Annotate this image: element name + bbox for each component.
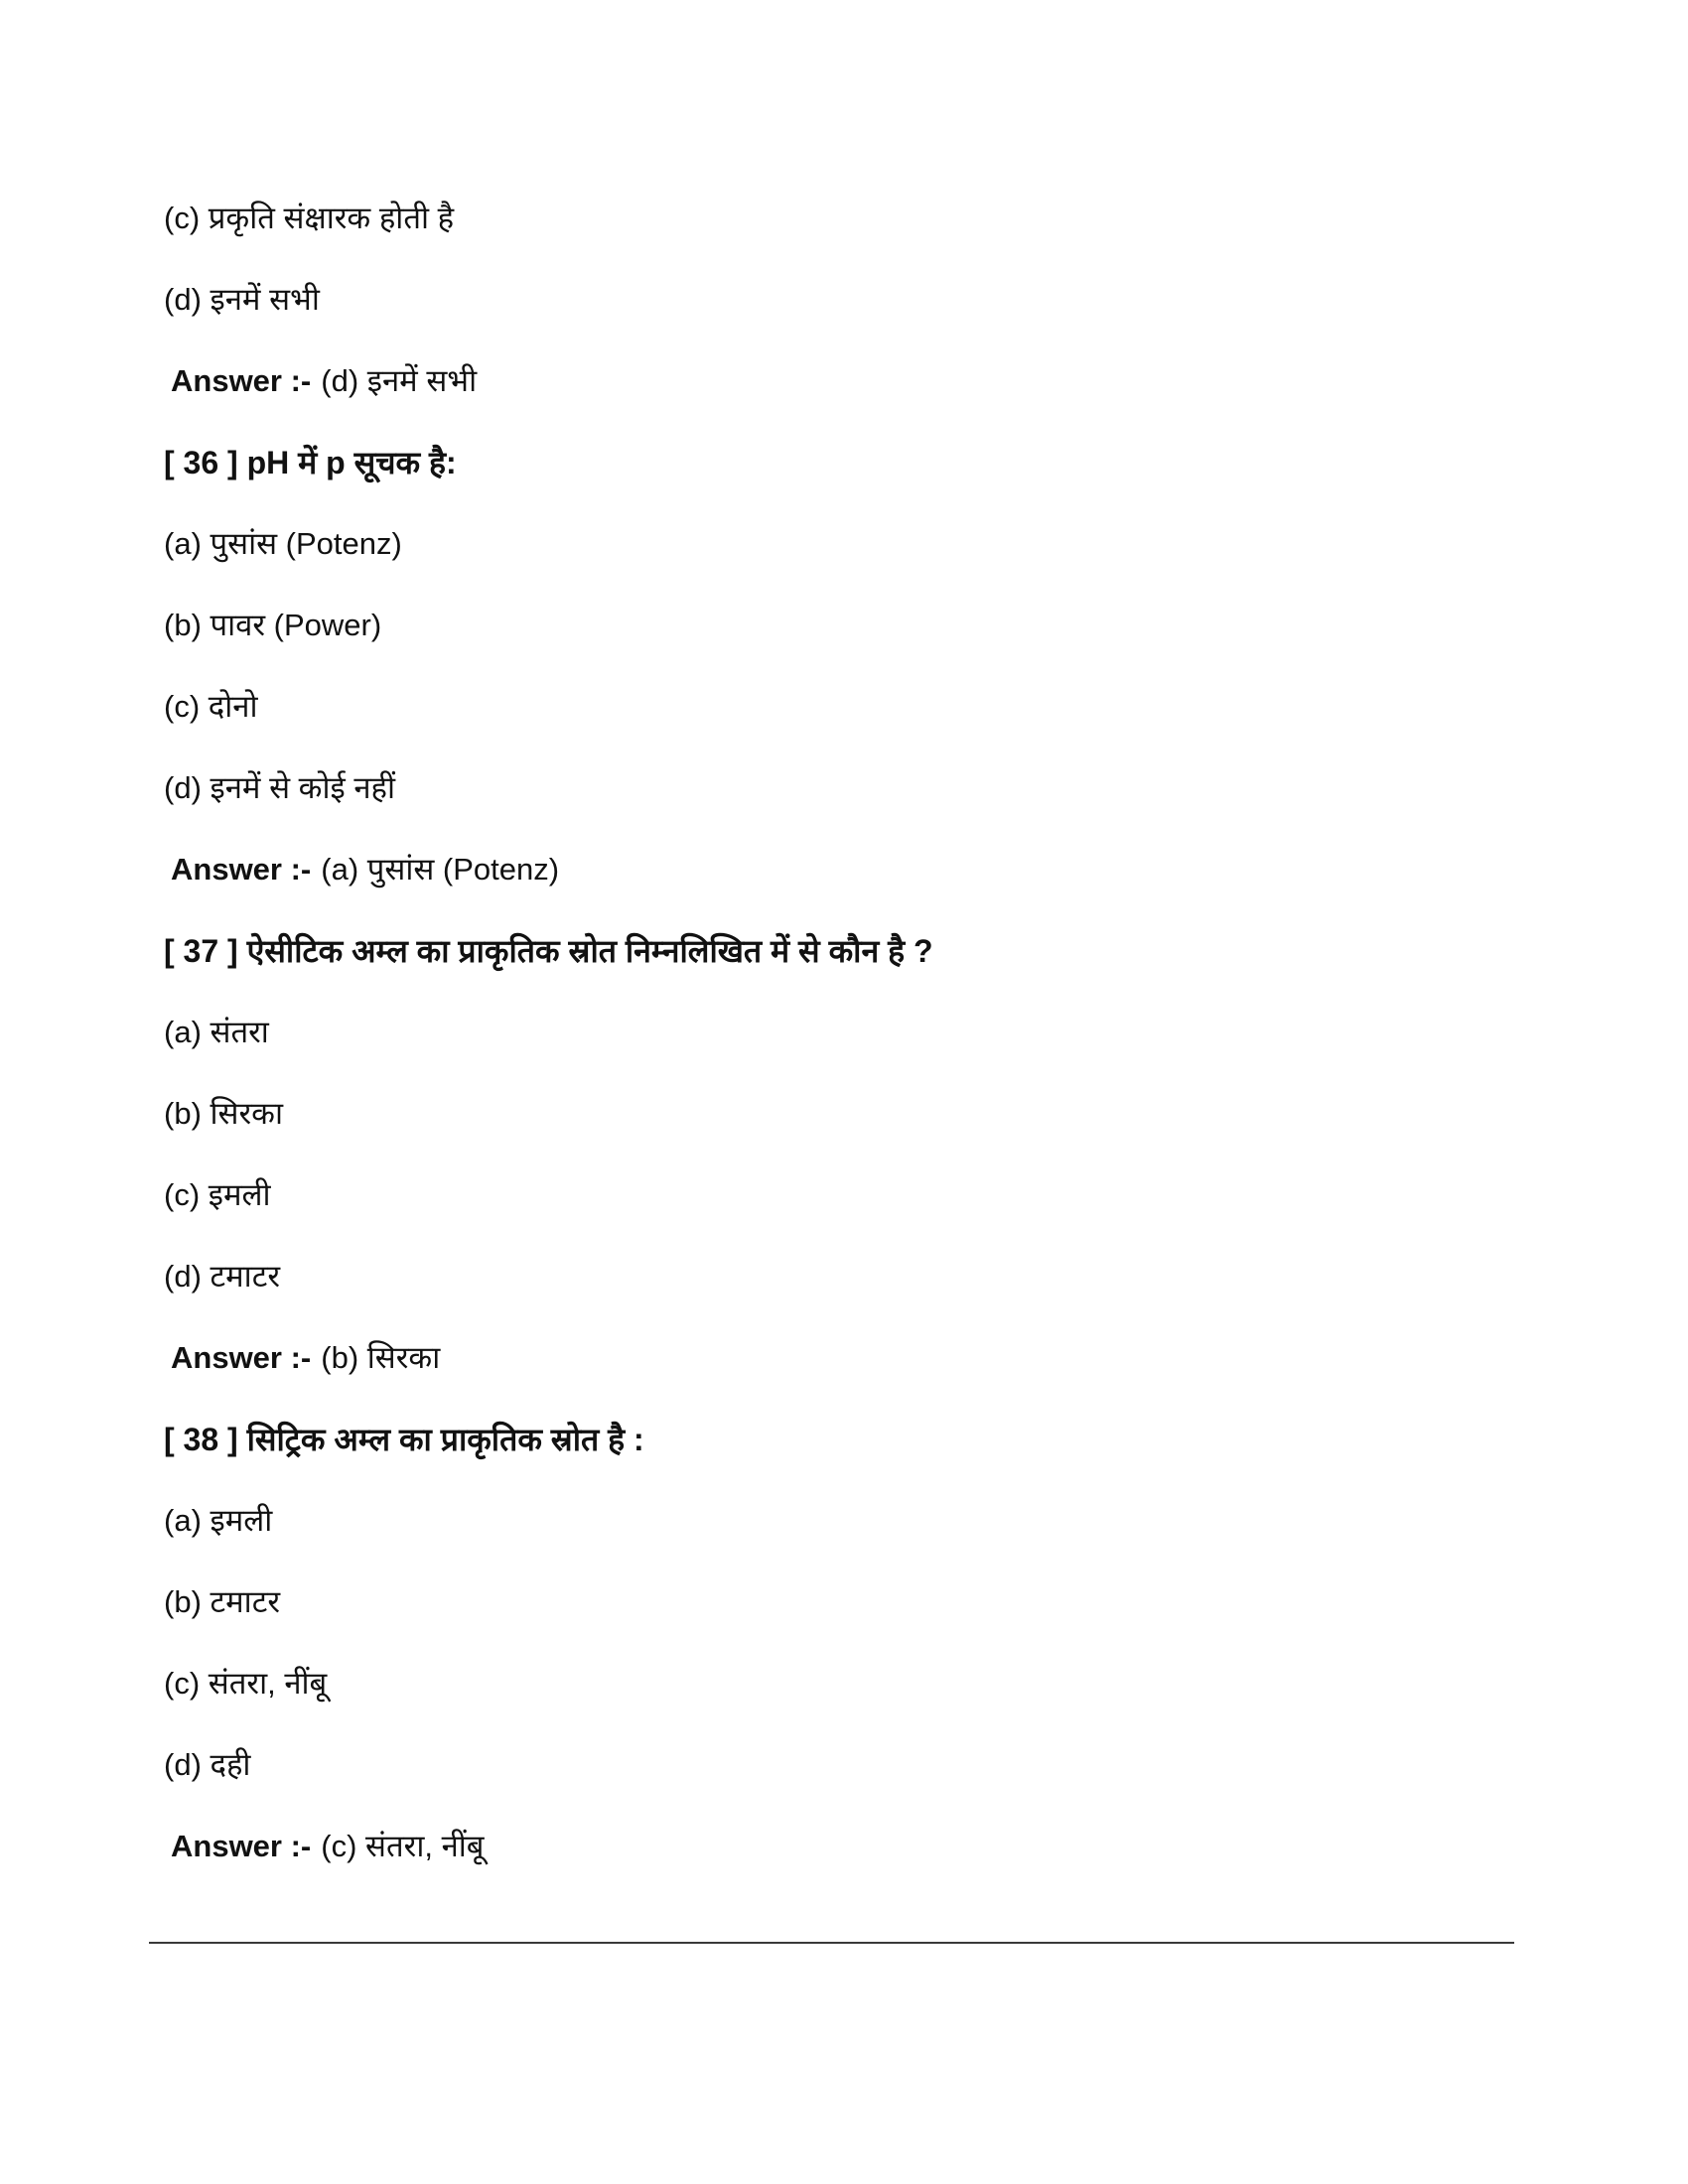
question-38-header: [ 38 ] सिट्रिक अम्ल का प्राकृतिक स्रोत है :	[164, 1422, 644, 1457]
question-36-answer-line	[164, 850, 1519, 889]
prev-question-option-d: (d) इनमें सभी	[164, 282, 320, 317]
question-36-option-b: (b) पावर (Power)	[164, 608, 382, 642]
question-36-header: [ 36 ] pH में p सूचक है:	[164, 445, 457, 480]
question-37-option-b: (b) सिरका	[164, 1096, 284, 1131]
answer-value: (b) सिरका	[321, 1340, 441, 1375]
question-38-option-d: (d) दही	[164, 1747, 251, 1782]
question-37-option-a: (a) संतरा	[164, 1015, 269, 1049]
question-38-option-c: (c) संतरा, नींबू	[164, 1666, 328, 1701]
question-37-option-c: (c) इमली	[164, 1177, 271, 1212]
question-36-option-d: (d) इनमें से कोई नहीं	[164, 770, 396, 805]
question-36-option-a: (a) पुसांस (Potenz)	[164, 526, 402, 561]
question-36-option-c: (c) दोनो	[164, 689, 258, 724]
section-divider	[149, 1942, 1514, 1944]
question-38-answer-line	[164, 1827, 1519, 1866]
answer-value: (a) पुसांस (Potenz)	[321, 852, 560, 887]
prev-question-answer-line	[164, 361, 1519, 401]
question-37-option-d: (d) टमाटर	[164, 1259, 280, 1294]
question-38-option-a: (a) इमली	[164, 1503, 273, 1538]
question-37-answer-line	[164, 1338, 1519, 1378]
answer-value: (d) इनमें सभी	[321, 363, 478, 398]
question-38-option-b: (b) टमाटर	[164, 1584, 280, 1619]
answer-label: Answer :-	[171, 1340, 312, 1375]
question-37-header: [ 37 ] ऐसीटिक अम्ल का प्राकृतिक स्रोत निम्नलिखित में से कौन है ?	[164, 933, 933, 969]
answer-label: Answer :-	[171, 1829, 312, 1863]
prev-question-option-c: (c) प्रकृति संक्षारक होती है	[164, 201, 455, 235]
answer-label: Answer :-	[171, 852, 312, 887]
answer-label: Answer :-	[171, 363, 312, 398]
answer-value: (c) संतरा, नींबू	[321, 1829, 485, 1863]
